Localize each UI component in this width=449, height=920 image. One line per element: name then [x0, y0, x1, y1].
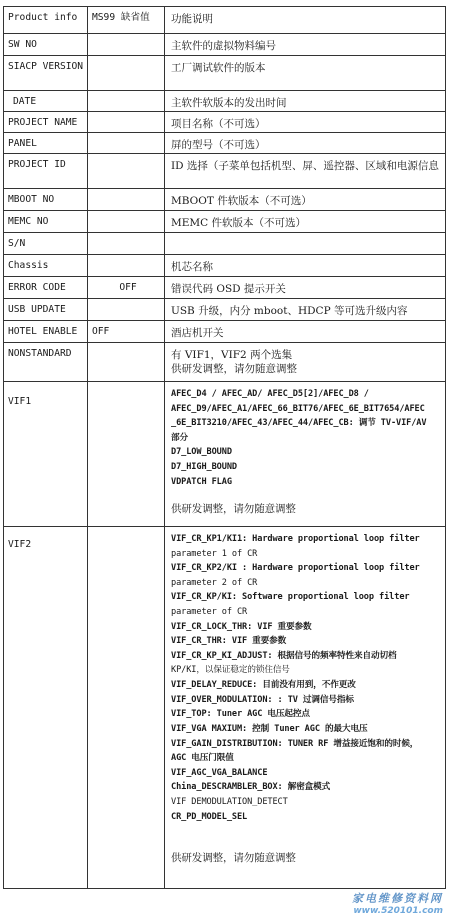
vif2-line: parameter 2 of CR	[171, 577, 258, 588]
header-description: 功能说明	[165, 7, 446, 34]
vif2-description	[165, 527, 446, 889]
vif2-line: VIF_CR_KP_KI_ADJUST: 根据信号的频率特性来自动切档	[171, 650, 397, 661]
row-name: PANEL	[4, 133, 88, 154]
row-name: PROJECT ID	[4, 154, 88, 189]
vif1-line: D7_HIGH_BOUND	[171, 462, 237, 473]
table-row	[4, 34, 446, 56]
table-row	[4, 255, 446, 277]
row-desc: MBOOT 件软版本（不可选）	[165, 189, 446, 211]
row-default	[88, 211, 165, 233]
watermark-title: 家电维修资料网	[352, 892, 443, 905]
vif2-line: VIF_CR_KP/KI: Software proportional loop filter	[171, 592, 410, 603]
row-default	[88, 255, 165, 277]
row-desc: USB 升级，内分 mboot、HDCP 等可选升级内容	[165, 299, 446, 321]
vif1-note: 供研发调整，请勿随意调整	[171, 503, 296, 516]
row-name: NONSTANDARD	[4, 343, 88, 382]
header-product-info: Product info	[4, 7, 88, 34]
row-desc: 错误代码 OSD 提示开关	[165, 277, 446, 299]
table-row	[4, 343, 446, 382]
row-desc: 屏的型号（不可选）	[165, 133, 446, 154]
site-watermark-logo	[323, 890, 443, 916]
vif1-name: VIF1	[4, 382, 88, 527]
row-desc: 项目名称（不可选）	[165, 112, 446, 133]
table-row	[4, 211, 446, 233]
row-desc: 主软件的虚拟物料编号	[165, 34, 446, 56]
table-row	[4, 112, 446, 133]
vif2-line: AGC 电压门限值	[171, 753, 234, 764]
vif1-line: AFEC_D9/AFEC_A1/AFEC_66_BIT76/AFEC_6E_BIT7654/AFEC	[171, 403, 425, 414]
table-row	[4, 154, 446, 189]
vif2-row	[4, 527, 446, 889]
row-desc: 机芯名称	[165, 255, 446, 277]
vif2-line: VIF_VGA MAXIUM: 控制 Tuner AGC 的最大电压	[171, 723, 368, 734]
row-desc-line: 有 VIF1，VIF2 两个选集	[171, 349, 293, 361]
row-default	[88, 154, 165, 189]
row-name: SIACP VERSION	[4, 56, 88, 91]
row-desc: 酒店机开关	[165, 321, 446, 343]
vif2-line: VIF_CR_KP1/KI1: Hardware proportional loop filter	[171, 534, 420, 544]
row-default: OFF	[88, 321, 165, 343]
vif2-line: VIF_GAIN_DISTRIBUTION: TUNER RF 增益接近饱和的时候，	[171, 738, 419, 749]
row-default	[88, 233, 165, 255]
row-name: DATE	[4, 91, 88, 112]
row-default	[88, 343, 165, 382]
vif2-line: VIF_TOP: Tuner AGC 电压起控点	[171, 709, 310, 720]
row-desc-note: 供研发调整，请勿随意调整	[171, 363, 297, 376]
row-default	[88, 56, 165, 91]
row-default	[88, 91, 165, 112]
vif1-line: 部分	[171, 432, 188, 443]
vif2-line: parameter of CR	[171, 607, 248, 618]
row-desc: ID 选择（子菜单包括机型、屏、遥控器、区域和电源信息	[165, 154, 446, 189]
vif1-line: _6E_BIT3210/AFEC_43/AFEC_44/AFEC_CB: 调节 TV-VIF/AV	[171, 418, 427, 429]
vif1-default	[88, 382, 165, 527]
vif2-line: KP/KI，以保证稳定的锁住信号	[171, 665, 290, 676]
vif2-line: VIF_CR_LOCK_THR: VIF 重要参数	[171, 621, 312, 632]
table-row	[4, 321, 446, 343]
row-desc: MEMC 件软版本（不可选）	[165, 211, 446, 233]
row-name: USB UPDATE	[4, 299, 88, 321]
vif2-line: VIF_CR_THR: VIF 重要参数	[171, 636, 287, 647]
product-info-table	[3, 6, 446, 889]
header-default-value: MS99 缺省值	[88, 7, 165, 34]
vif2-line: CR_PD_MODEL_SEL	[171, 811, 248, 822]
row-default	[88, 189, 165, 211]
table-row	[4, 277, 446, 299]
row-default: OFF	[88, 277, 165, 299]
vif2-line: VIF DEMODULATION_DETECT	[171, 796, 288, 807]
vif2-name: VIF2	[4, 527, 88, 889]
table-row	[4, 189, 446, 211]
row-name: PROJECT NAME	[4, 112, 88, 133]
vif2-line: China_DESCRAMBLER_BOX: 解密盒模式	[171, 782, 331, 793]
table-row	[4, 233, 446, 255]
row-desc	[165, 343, 446, 382]
vif1-line: AFEC_D4 / AFEC_AD/ AFEC_D5[2]/AFEC_D8 /	[171, 389, 369, 399]
row-name: ERROR CODE	[4, 277, 88, 299]
row-default	[88, 299, 165, 321]
row-desc: 主软件软版本的发出时间	[165, 91, 446, 112]
table-row	[4, 91, 446, 112]
vif1-row	[4, 382, 446, 527]
vif2-line: VIF_AGC_VGA_BALANCE	[171, 767, 268, 778]
vif1-line: VDPATCH FLAG	[171, 476, 232, 487]
vif2-default	[88, 527, 165, 889]
row-desc	[165, 233, 446, 255]
vif2-line: VIF_DELAY_REDUCE: 目前没有用到，不作更改	[171, 680, 356, 691]
vif1-line: D7_LOW_BOUND	[171, 447, 232, 458]
row-default	[88, 133, 165, 154]
vif2-note: 供研发调整，请勿随意调整	[171, 852, 296, 865]
table-row	[4, 56, 446, 91]
table-header-row	[4, 7, 446, 34]
vif2-line: VIF_CR_KP2/KI : Hardware proportional loop filter	[171, 563, 420, 574]
vif1-description	[165, 382, 446, 527]
row-name: MBOOT NO	[4, 189, 88, 211]
row-name: Chassis	[4, 255, 88, 277]
row-name: HOTEL ENABLE	[4, 321, 88, 343]
row-default	[88, 112, 165, 133]
row-name: SW NO	[4, 34, 88, 56]
table-row	[4, 133, 446, 154]
row-name: MEMC NO	[4, 211, 88, 233]
spec-document	[3, 6, 446, 889]
watermark-site: www.520101.com	[353, 906, 443, 916]
table-row	[4, 299, 446, 321]
vif2-line: VIF_OVER_MODULATION: : TV 过调信号指标	[171, 694, 354, 705]
vif2-line: parameter 1 of CR	[171, 548, 258, 559]
row-default	[88, 34, 165, 56]
row-desc: 工厂调试软件的版本	[165, 56, 446, 91]
row-name: S/N	[4, 233, 88, 255]
